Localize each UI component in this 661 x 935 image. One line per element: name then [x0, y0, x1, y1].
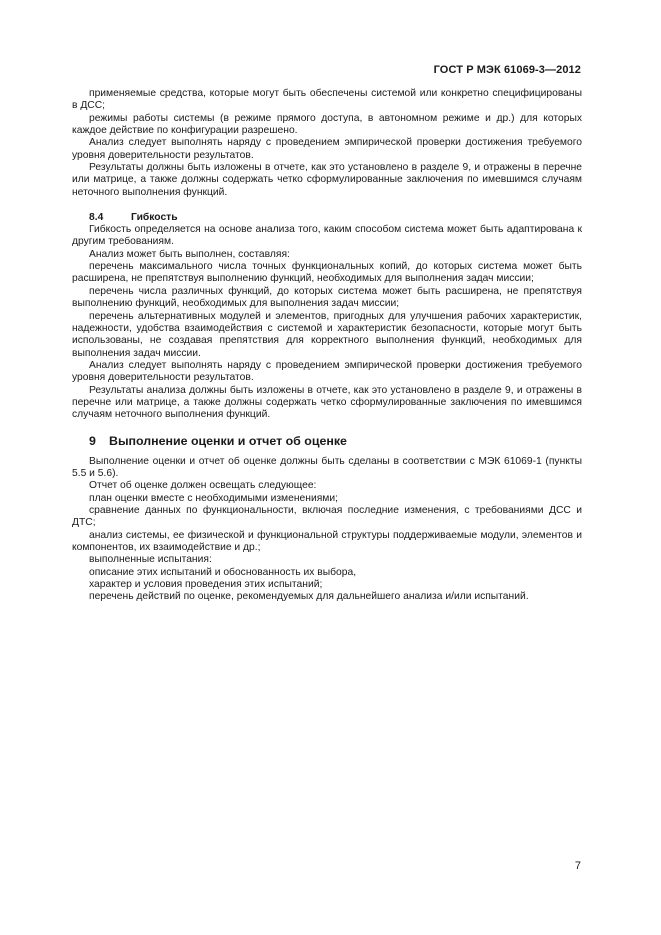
paragraph: перечень числа различных функций, до которых система может быть расширена, не препятствуя выполнению функций, необходимых для выполнения задач миссии;: [72, 285, 582, 310]
paragraph: анализ системы, ее физической и функциональной структуры поддерживаемые модули, элементов и компонентов, их взаимодействие и др.;: [72, 529, 582, 553]
paragraph: план оценки вместе с необходимыми изменениями;: [89, 492, 338, 504]
paragraph: выполненные испытания:: [89, 554, 212, 566]
paragraph: описание этих испытаний и обоснованность их выбора,: [89, 566, 357, 578]
document-header: ГОСТ Р МЭК 61069-3—2012: [433, 64, 581, 76]
subsection-number: 8.4: [89, 212, 104, 224]
document-body: [72, 88, 582, 604]
paragraph: перечень действий по оценке, рекомендуемых для дальнейшего анализа и/или испытаний.: [89, 591, 529, 603]
paragraph: Результаты должны быть изложены в отчете, как это установлено в разделе 9, и отражены в перечне или матрице, а также должны содержать четко сформулированные заключения по имевшимся случаям неточного выполнения функций.: [72, 162, 582, 198]
paragraph: перечень альтернативных модулей и элементов, пригодных для улучшения рабочих характеристик, надежности, удобства взаимодействия с системой и характеристик безопасности, которые могут быть использованы, не создавая препятствия для корректного выполнения функций, необходимых для выполнения задач миссии.: [72, 310, 582, 359]
section-number: 9: [89, 433, 96, 448]
subsection-title: Гибкость: [131, 212, 178, 224]
paragraph: Отчет об оценке должен освещать следующее:: [89, 480, 317, 492]
paragraph: Гибкость определяется на основе анализа того, каким способом система может быть адаптирована к другим требованиям.: [72, 224, 582, 248]
paragraph: Выполнение оценки и отчет об оценке должны быть сделаны в соответствии с МЭК 61069-1 (пункты 5.5 и 5.6).: [72, 455, 582, 479]
paragraph: перечень максимального числа точных функциональных копий, до которых система может быть расширена, не препятствуя выполнению функций, необходимых для выполнения задач миссии;: [72, 261, 582, 285]
paragraph: Результаты анализа должны быть изложены в отчете, как это установлено в разделе 9, и отражены в перечне или матрице, а также должны содержать четко сформулированные заключения по имевшимся случаям неточного выполнения функций.: [72, 384, 582, 421]
paragraph: Анализ следует выполнять наряду с проведением эмпирической проверки достижения требуемого уровня доверительности результатов.: [72, 137, 582, 161]
paragraph: Анализ следует выполнять наряду с проведением эмпирической проверки достижения требуемого уровня доверительности результатов.: [72, 359, 582, 384]
paragraph: характер и условия проведения этих испытаний;: [89, 579, 323, 591]
paragraph: Анализ может быть выполнен, составляя:: [89, 248, 290, 260]
paragraph: режимы работы системы (в режиме прямого доступа, в автономном режиме и др.) для которых каждое действие по конфигурации разрешено.: [72, 112, 582, 137]
paragraph: сравнение данных по функциональности, включая последние изменения, с требованиями ДСС и ДТС;: [72, 504, 582, 529]
paragraph: применяемые средства, которые могут быть обеспечены системой или конкретно специфицированы в ДСС;: [72, 88, 582, 112]
section-heading-9: [72, 434, 582, 449]
subsection-heading-8-4: [72, 211, 582, 224]
page-number: 7: [574, 860, 581, 872]
section-title: Выполнение оценки и отчет об оценке: [109, 433, 347, 448]
